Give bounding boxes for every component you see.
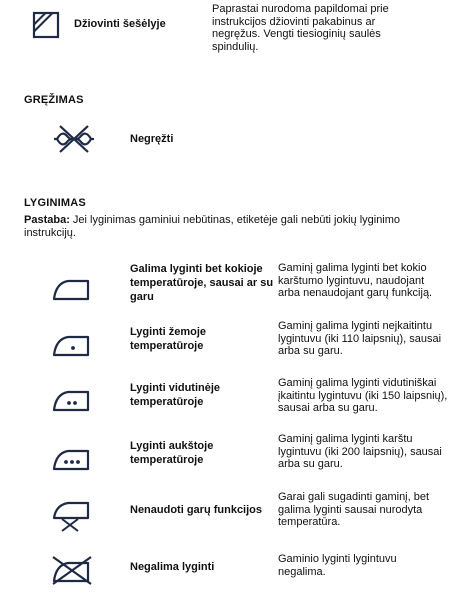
iron-medium-temperature-description: Gaminį galima lyginti vidutiniškai įkaitintu lygintuvu (iki 150 laipsnių), sausai arba su garu. xyxy=(278,377,448,414)
ironing-note xyxy=(24,214,424,240)
iron-medium-temperature-label: Lyginti vidutinėje temperatūroje xyxy=(130,382,221,408)
iron-medium-temperature-icon xyxy=(52,388,90,412)
do-not-wring-label: Negręžti xyxy=(130,133,174,145)
iron-high-temperature-label: Lyginti aukštoje temperatūroje xyxy=(130,440,214,466)
do-not-wring-icon xyxy=(52,124,96,154)
ironing-note-label: Pastaba: xyxy=(24,214,70,226)
do-not-iron-description: Gaminio lyginti lygintuvu negalima. xyxy=(278,553,397,578)
do-not-iron-icon xyxy=(50,555,94,585)
iron-low-temperature-label: Lyginti žemoje temperatūroje xyxy=(130,326,206,352)
no-steam-description: Garai gali sugadinti gaminį, bet galima lyginti sausai nurodyta temperatūra. xyxy=(278,491,430,528)
iron-high-temperature-icon xyxy=(52,447,90,471)
iron-any-temperature-description: Gaminį galima lyginti bet kokio karštumo lygintuvu, naudojant arba nenaudojant garų funkciją. xyxy=(278,262,433,299)
ironing-heading: LYGINIMAS xyxy=(24,197,86,209)
dry-in-shade-description: Paprastai nurodoma papildomai prie instrukcijos džiovinti pakabinus ar negręžus. Vengti tiesioginių saulės spindulių. xyxy=(212,3,389,53)
iron-any-temperature-icon xyxy=(52,277,90,301)
iron-any-temperature-label: Galima lyginti bet kokioje temperatūroje, sausai ar su garu xyxy=(130,263,274,303)
ironing-note-text: Jei lyginimas gaminiui nebūtinas, etiketėje gali nebūti jokių lyginimo instrukcijų. xyxy=(24,214,401,239)
dry-in-shade-row xyxy=(0,0,467,53)
wringing-heading: GRĘŽIMAS xyxy=(24,94,84,106)
no-steam-label: Nenaudoti garų funkcijos xyxy=(130,504,263,516)
do-not-iron-label: Negalima lyginti xyxy=(130,561,215,573)
iron-low-temperature-icon xyxy=(52,333,90,357)
iron-high-temperature-description: Gaminį galima lyginti karštu lygintuvu (iki 200 laipsnių), sausai arba su garu. xyxy=(278,433,442,470)
iron-low-temperature-description: Gaminį galima lyginti nejkaitintu lygintuvu (iki 110 laipsnių), sausai arba su garu. xyxy=(278,320,442,357)
dry-in-shade-label: Džiovinti šešėlyje xyxy=(74,18,166,30)
dry-in-shade-icon xyxy=(33,12,59,38)
no-steam-icon xyxy=(50,500,92,532)
